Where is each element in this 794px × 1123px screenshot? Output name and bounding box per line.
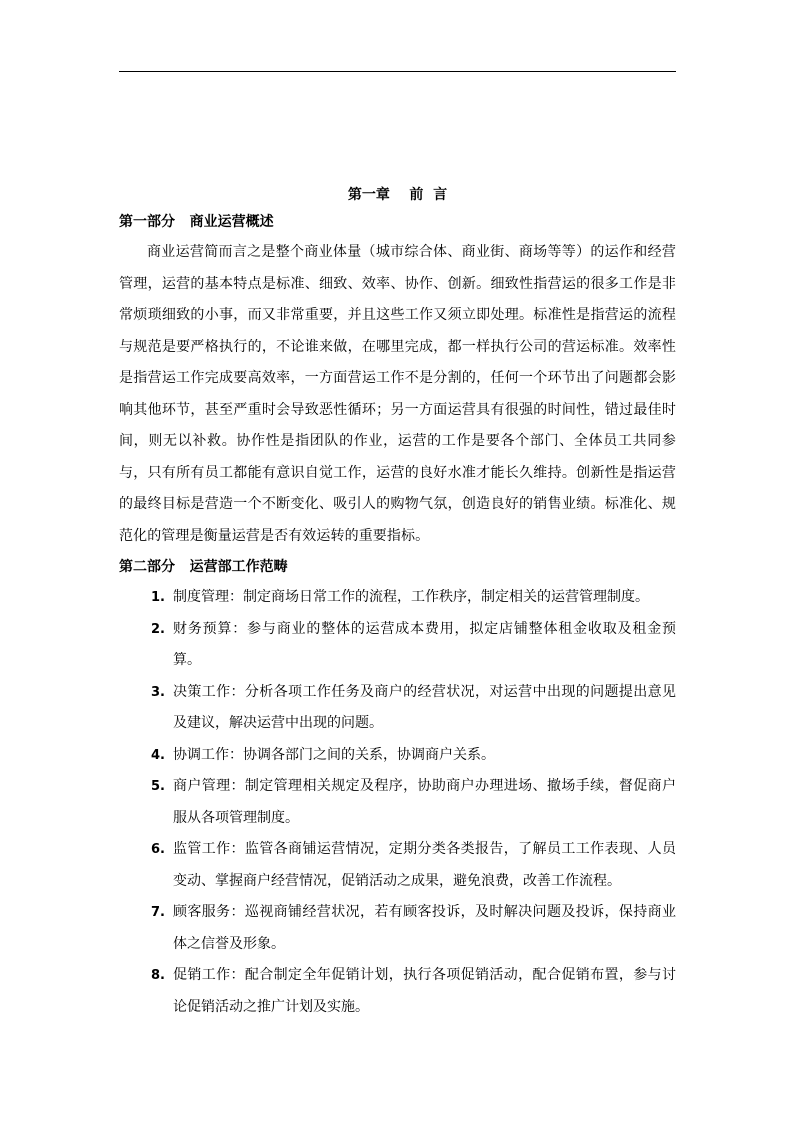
item-label: 财务预算 xyxy=(173,620,233,637)
item-label: 监管工作 xyxy=(173,841,231,857)
list-item xyxy=(119,834,676,897)
section-1-paragraph: 商业运营简而言之是整个商业体量（城市综合体、商业街、商场等等）的运作和经营管理，运营的基本特点是标准、细致、效率、协作、创新。细致性指营运的很多工作是非常烦琐细致的小事，而又非常重要，并且这些工作又须立即处理。标准性是指营运的流程与规范是要严格执行的，不论谁来做，在哪里完成，都一样执行公司的营运标准。效率性是指营运工作完成要高效率，一方面营运工作不是分割的，任何一个环节出了问题都会影响其他环节，甚至严重时会导致恶性循环；另一方面运营具有很强的时间性，错过最佳时间，则无以补救。协作性是指团队的作业，运营的工作是要各个部门、全体员工共同参与，只有所有员工都能有意识自觉工作，运营的良好水准才能长久维持。创新性是指运营的最终目标是营造一个不断变化、吸引人的购物气氛，创造良好的销售业绩。标准化、规范化的管理是衡量运营是否有效运转的重要指标。 xyxy=(119,244,676,544)
item-label: 制度管理 xyxy=(173,589,229,605)
item-number: 8. xyxy=(151,968,165,983)
item-text: ：制定管理相关规定及程序，协助商户办理进场、撤场手续，督促商户服从各项管理制度。 xyxy=(173,778,676,826)
item-number: 5. xyxy=(151,779,165,794)
item-text: ：监管各商铺运营情况，定期分类各类报告，了解员工工作表现、人员变动、掌握商户经营情况，促销活动之成果，避免浪费，改善工作流程。 xyxy=(173,841,676,889)
item-number: 2. xyxy=(151,621,165,637)
item-label: 决策工作 xyxy=(173,683,231,700)
item-number: 6. xyxy=(151,842,165,857)
section-heading-1: 第一部分 商业运营概述 xyxy=(119,214,274,230)
list-item xyxy=(119,960,676,1023)
item-number: 1. xyxy=(151,590,165,605)
item-text: ：配合制定全年促销计划，执行各项促销活动，配合促销布置，参与讨论促销活动之推广计划及实施。 xyxy=(173,967,676,1015)
item-label: 促销工作 xyxy=(173,967,231,983)
item-label: 商户管理 xyxy=(173,778,231,794)
list-item xyxy=(119,897,676,960)
item-text: ：巡视商铺经营状况，若有顾客投诉，及时解决问题及投诉，保持商业体之信誉及形象。 xyxy=(173,904,676,952)
item-label: 协调工作 xyxy=(173,746,229,763)
chapter-title: 第一章 前 言 xyxy=(347,187,448,203)
item-number: 3. xyxy=(151,684,165,700)
item-text: ：制定商场日常工作的流程，工作秩序，制定相关的运营管理制度。 xyxy=(229,589,649,605)
header-rule xyxy=(119,71,676,72)
work-scope-list xyxy=(119,582,676,1023)
section-heading-2: 第二部分 运营部工作范畴 xyxy=(119,559,288,575)
list-item xyxy=(119,740,676,772)
item-text: ：参与商业的整体的运营成本费用，拟定店铺整体租金收取及租金预算。 xyxy=(173,620,677,668)
document-body xyxy=(119,183,676,1023)
list-item xyxy=(119,582,676,614)
list-item xyxy=(119,614,676,677)
item-text: ：分析各项工作任务及商户的经营状况，对运营中出现的问题提出意见及建议，解决运营中出现的问题。 xyxy=(173,683,676,731)
item-text: ：协调各部门之间的关系，协调商户关系。 xyxy=(229,746,495,763)
item-label: 顾客服务 xyxy=(173,904,231,920)
list-item xyxy=(119,677,676,740)
item-number: 7. xyxy=(151,905,165,920)
list-item xyxy=(119,771,676,834)
item-number: 4. xyxy=(151,747,165,763)
